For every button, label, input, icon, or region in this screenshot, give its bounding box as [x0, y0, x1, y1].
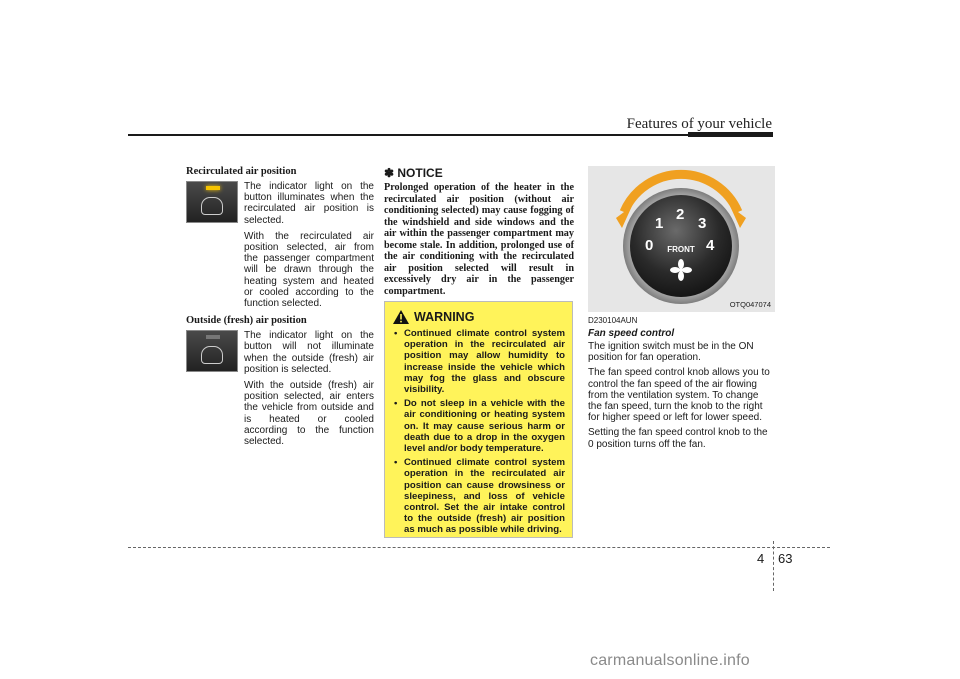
- fan-para-1: The ignition switch must be in the ON position for fan operation.: [588, 341, 754, 364]
- figure-code: OTQ047074: [729, 300, 771, 309]
- notice-body: Prolonged operation of the heater in the recirculated air position (without air conditioning selected) may cause fogging of the windshield and side windows and the air within the passenger compartment may become stale. In addition, prolonged use of the air conditioning with the recirculated air position selected will result in excessively dry air in the passenger compartment.: [384, 182, 574, 297]
- fan-speed-title: Fan speed control: [588, 328, 675, 339]
- outside-heading: Outside (fresh) air position: [186, 315, 307, 327]
- outside-car-icon: [201, 346, 223, 364]
- warning-box: [384, 301, 573, 538]
- warning-item-2: • Do not sleep in a vehicle with the air conditioning or heating system on. It may cause serious harm or death due to a drop in the oxygen level and/or body temperature.: [393, 398, 565, 454]
- indicator-lamp-off-icon: [206, 335, 220, 339]
- knob-pos-1: 1: [655, 215, 664, 232]
- recirc-para-2: With the recirculated air position selected, air from the passenger compartment will be drawn through the heating system and heated or cooled according to the function selected.: [244, 230, 374, 310]
- fan-para-3: Setting the fan speed control knob to the 0 position turns off the fan.: [588, 427, 768, 450]
- footer-rule: [128, 547, 830, 548]
- section-code: D230104AUN: [588, 316, 638, 325]
- outside-para-2: With the outside (fresh) air position selected, air enters the vehicle from outside and is heated or cooled according to the function selected.: [244, 380, 374, 448]
- notice-section: [384, 166, 574, 297]
- knob-pos-0: 0: [645, 237, 654, 254]
- chapter-number: 4: [757, 551, 765, 566]
- fan-knob-figure: [588, 166, 775, 312]
- page-number: 63: [778, 551, 793, 566]
- fan-knob-illustration: [588, 166, 775, 312]
- recirc-button-image: [186, 181, 238, 223]
- header-tab: [688, 132, 773, 137]
- knob-pos-3: 3: [698, 215, 707, 232]
- outside-section: [186, 330, 374, 447]
- warning-triangle-icon: [393, 310, 409, 324]
- knob-pos-2: 2: [676, 206, 685, 223]
- outside-button-image: [186, 330, 238, 372]
- warning-item-3: • Continued climate control system operation in the recirculated air position can cause drowsiness or sleepiness, and loss of vehicle control. Set the air intake control to the outside (fresh) air position as much as possible while driving.: [393, 457, 565, 535]
- left-column: [186, 166, 374, 452]
- footer-vertical-line: [773, 541, 774, 591]
- indicator-lamp-on-icon: [206, 186, 220, 190]
- knob-label: FRONT: [667, 245, 695, 254]
- warning-item-1: • Continued climate control system operation in the recirculated air position may allow humidity to increase inside the vehicle which may fog the glass and obscure visibility.: [393, 328, 565, 395]
- recirc-heading: Recirculated air position: [186, 166, 297, 177]
- outside-para-1: The indicator light on the button will not illuminate when the outside (fresh) air position is selected.: [244, 330, 374, 375]
- recirc-section: [186, 181, 374, 309]
- fan-column: [588, 166, 775, 454]
- recirc-car-icon: [201, 197, 223, 215]
- page-header-title: Features of your vehicle: [626, 116, 772, 132]
- header-rule: [128, 134, 773, 136]
- warning-title: WARNING: [414, 310, 475, 324]
- fan-para-2: The fan speed control knob allows you to control the fan speed of the air flowing from the ventilation system. To change the fan speed, turn the knob to the right for higher speed or left for lower speed.: [588, 367, 770, 424]
- knob-pos-4: 4: [706, 237, 715, 254]
- recirc-para-1: The indicator light on the button illuminates when the recirculated air position is selected.: [244, 181, 374, 226]
- watermark: carmanualsonline.info: [590, 652, 750, 669]
- notice-title: ✽ NOTICE: [384, 166, 443, 180]
